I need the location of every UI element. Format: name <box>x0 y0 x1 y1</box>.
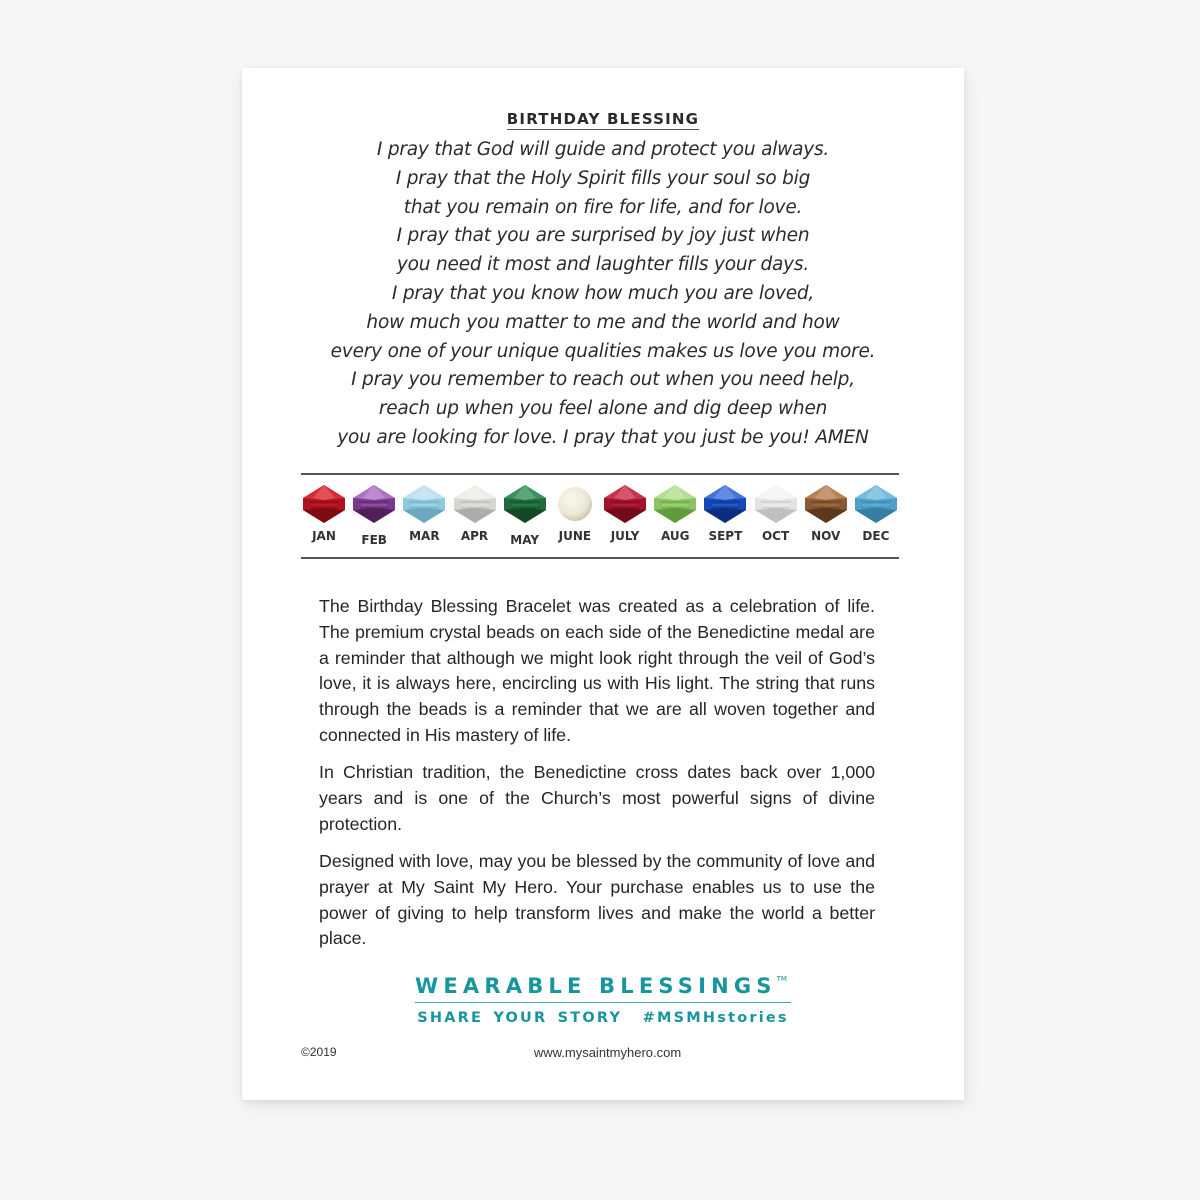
light-blue-crystal-bead-icon <box>401 483 447 525</box>
birthstone-item <box>502 483 548 547</box>
poem-line: I pray you remember to reach out when you need help, <box>351 369 855 391</box>
birthstone-item <box>602 483 648 547</box>
card-title: BIRTHDAY BLESSING <box>506 110 700 128</box>
birthstone-label: FEB <box>361 533 387 547</box>
birthstone-label: JAN <box>312 529 336 543</box>
pearl-bead-icon <box>552 483 598 525</box>
poem-line: that you remain on fire for life, and for love. <box>403 196 803 218</box>
birthstone-label: APR <box>460 529 489 543</box>
trademark-mark: TM <box>776 975 787 983</box>
birthstone-item <box>803 483 849 547</box>
poem-line: every one of your unique qualities makes us love you more. <box>330 340 876 362</box>
birthstone-item <box>552 483 598 547</box>
brand-title <box>415 974 791 1003</box>
blessing-card <box>242 68 964 1100</box>
birthstone-item <box>351 483 397 547</box>
blue-zircon-crystal-bead-icon <box>853 483 899 525</box>
poem-line: I pray that you know how much you are loved, <box>391 282 815 304</box>
birthstone-list <box>301 483 899 547</box>
paragraph-benedictine: In Christian tradition, the Benedictine cross dates back over 1,000 years and is one of the Church’s most powerful signs of divine protection. <box>319 762 875 834</box>
birthstone-item <box>301 483 347 547</box>
birthstone-strip <box>301 473 899 559</box>
birthstone-label: DEC <box>862 529 890 543</box>
blessing-poem <box>242 136 964 453</box>
birthstone-label: AUG <box>660 529 690 543</box>
ruby-crystal-bead-icon <box>602 483 648 525</box>
poem-line: reach up when you feel alone and dig deep when <box>378 398 828 420</box>
paragraph-bracelet: The Birthday Blessing Bracelet was created as a celebration of life. The premium crystal beads on each side of the Benedictine medal are a reminder that although we might look right through the veil of God’s love, it is always here, encircling us with His light. The string that runs through the beads is a reminder that we are all woven together and connected in His mastery of life. <box>319 596 875 745</box>
birthstone-item <box>753 483 799 547</box>
peridot-crystal-bead-icon <box>652 483 698 525</box>
brand-subtitle: SHARE YOUR STORY #MSMHstories <box>417 1010 789 1026</box>
birthstone-label: NOV <box>811 529 841 543</box>
birthstone-label: OCT <box>761 529 790 543</box>
poem-line: how much you matter to me and the world and how <box>366 311 840 333</box>
clear-crystal-bead-icon <box>452 483 498 525</box>
birthstone-item <box>853 483 899 547</box>
birthstone-item <box>401 483 447 547</box>
paragraph-community: Designed with love, may you be blessed by the community of love and prayer at My Saint My Hero. Your purchase enables us to use the power of giving to help transform lives and make the world a better place. <box>319 851 875 949</box>
birthstone-label: JULY <box>610 529 640 543</box>
birthstone-label: MAY <box>510 533 540 547</box>
birthstone-label: JUNE <box>558 529 592 543</box>
birthstone-item <box>652 483 698 547</box>
birthstone-item <box>702 483 748 547</box>
green-crystal-bead-icon <box>502 483 548 525</box>
card-title-wrap <box>242 110 964 130</box>
poem-line: you are looking for love. I pray that you just be you! AMEN <box>337 426 869 448</box>
sapphire-crystal-bead-icon <box>702 483 748 525</box>
opal-crystal-bead-icon <box>753 483 799 525</box>
poem-line: I pray that the Holy Spirit fills your soul so big <box>395 167 811 189</box>
topaz-crystal-bead-icon <box>803 483 849 525</box>
birthstone-label: MAR <box>409 529 440 543</box>
poem-line: you need it most and laughter fills your days. <box>396 254 810 276</box>
birthstone-label: SEPT <box>708 529 743 543</box>
poem-line: I pray that God will guide and protect you always. <box>376 139 830 160</box>
brand-block <box>242 974 964 1027</box>
red-crystal-bead-icon <box>301 483 347 525</box>
website-link[interactable]: www.mysaintmyhero.com <box>533 1045 682 1060</box>
purple-crystal-bead-icon <box>351 483 397 525</box>
brand-title-text: WEARABLE BLESSINGS <box>415 974 777 998</box>
birthstone-item <box>452 483 498 547</box>
poem-line: I pray that you are surprised by joy just when <box>396 225 810 247</box>
copyright: ©2019 <box>301 1045 337 1059</box>
